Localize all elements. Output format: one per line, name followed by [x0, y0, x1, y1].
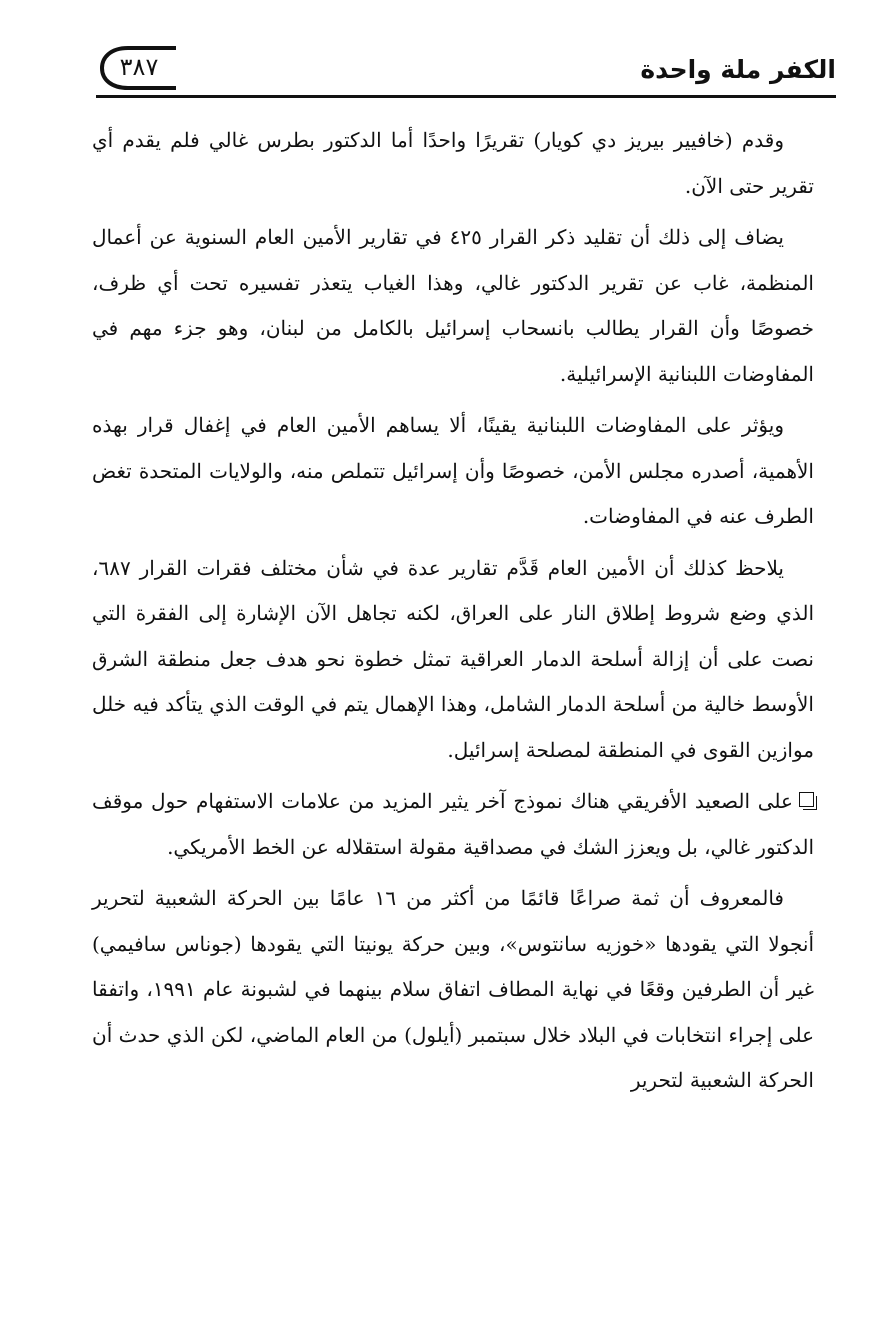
paragraph: فالمعروف أن ثمة صراعًا قائمًا من أكثر من ١٦ عامًا بين الحركة الشعبية لتحرير أنجولا التي يقودها «خوزيه سانتوس»، وبين حركة يونيتا التي يقودها (جوناس سافيمي) غير أن الطرفين وقعًا في نهاية المطاف اتفاق سلام بينهما في لشبونة عام ١٩٩١، واتفقا على إجراء انتخابات في البلاد خلال سبتمبر (أيلول) من العام الماضي، لكن الذي حدث أن الحركة الشعبية لتحرير	[92, 886, 815, 1092]
header-divider	[96, 95, 836, 98]
page-number-badge	[98, 42, 178, 90]
paragraph: يلاحظ كذلك أن الأمين العام قَدَّم تقارير عدة في شأن مختلف فقرات القرار ٦٨٧، الذي وضع شروط إطلاق النار على العراق، لكنه تجاهل الآن الإشارة إلى الفقرة التي نصت على أن إزالة أسلحة الدمار العراقية تمثل خطوة نحو هدف جعل منطقة الشرق الأوسط خالية من أسلحة الدمار الشامل، وهذا الإهمال يتم في الوقت الذي يتأكد فيه خلل موازين القوى في المنطقة لمصلحة إسرائيل.	[92, 555, 814, 762]
bulleted-paragraph	[92, 779, 814, 870]
page-header	[96, 40, 836, 98]
body-text	[92, 118, 814, 1110]
paragraph-text: على الصعيد الأفريقي هناك نموذج آخر يثير المزيد من علامات الاستفهام حول موقف الدكتور غالي، بل ويعزز الشك في مصداقية مقولة استقلاله عن الخط الأمريكي.	[92, 789, 814, 859]
page-number: ٣٨٧	[119, 53, 159, 81]
paragraph: ويؤثر على المفاوضات اللبنانية يقينًا، ألا يساهم الأمين العام في إغفال قرار بهذه الأهمية، أصدره مجلس الأمن، خصوصًا وأن إسرائيل تتملص منه، والولايات المتحدة تغض الطرف عنه في المفاوضات.	[92, 413, 814, 528]
paragraph: يضاف إلى ذلك أن تقليد ذكر القرار ٤٢٥ في تقارير الأمين العام السنوية عن أعمال المنظمة، غاب عن تقرير الدكتور غالي، وهذا الغياب يتعذر تفسيره تحت أي ظرف، خصوصًا وأن القرار يطالب بانسحاب إسرائيل بالكامل من لبنان، وهو جزء مهم في المفاوضات اللبنانية الإسرائيلية.	[92, 225, 814, 386]
running-title: الكفر ملة واحدة	[640, 55, 836, 84]
square-bullet-icon	[799, 792, 814, 807]
paragraph: وقدم (خافيير بيريز دي كويار) تقريرًا واحدًا أما الدكتور بطرس غالي فلم يقدم أي تقرير حتى الآن.	[92, 128, 814, 198]
